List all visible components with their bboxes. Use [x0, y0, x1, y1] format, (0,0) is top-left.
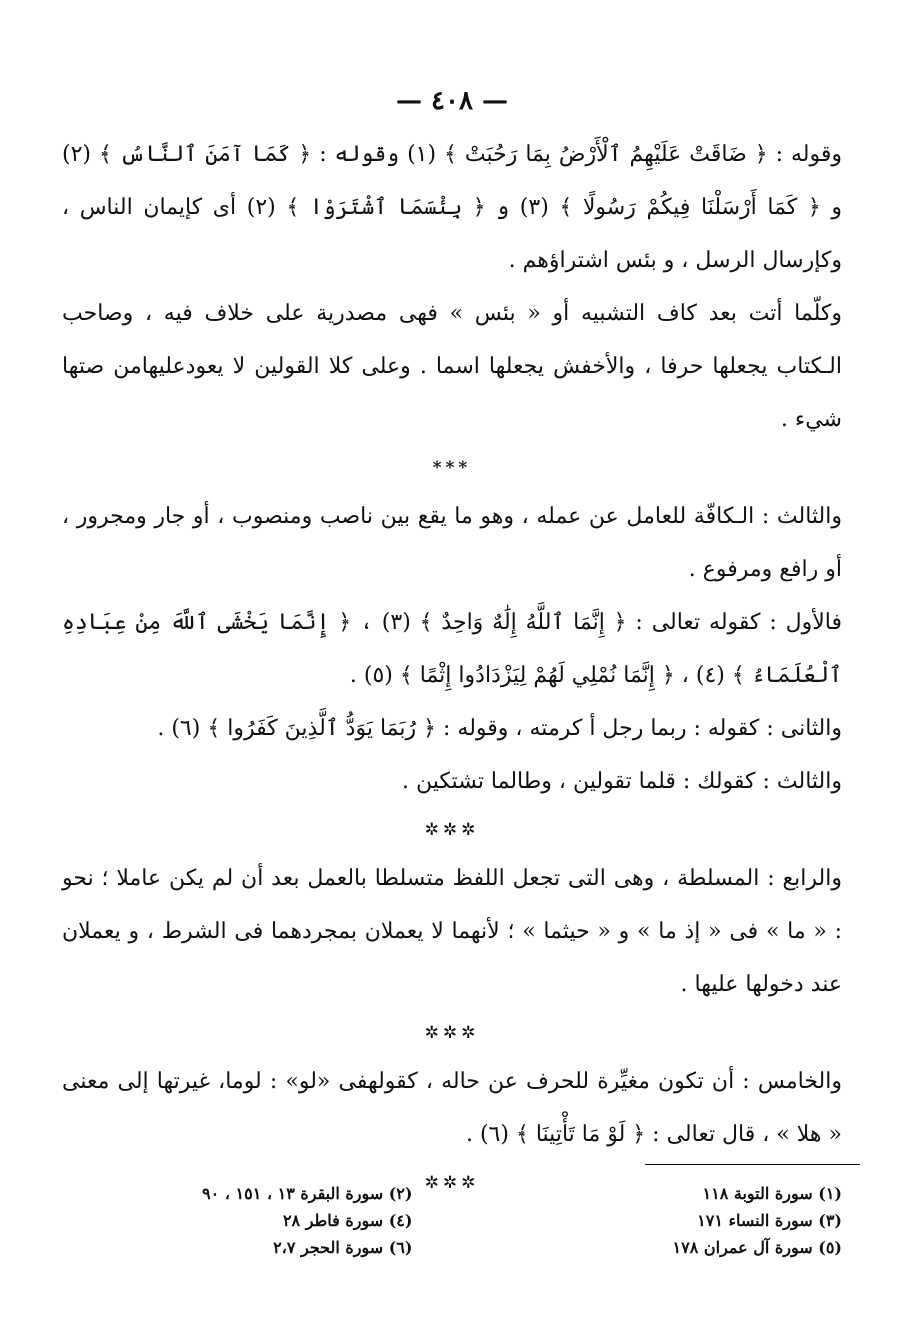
section-separator: ✲✲✲ [424, 1023, 480, 1043]
footnotes-left-column [62, 1180, 412, 1261]
paragraph: والثالث : كقولك : قلما تقولين ، وطالما تشتكين . [402, 769, 842, 794]
main-text [62, 128, 842, 1205]
paragraph: والثانى : كقوله : ربما رجل أ كرمته ، وقوله : ﴿ رُبَمَا يَوَدُّ ٱلَّذِينَ كَفَرُوا ﴾ (٦) . [157, 716, 842, 741]
section-separator: *** [432, 458, 472, 478]
paragraph: والثالث : الـكافّة للعامل عن عمله ، وهو ما يقع بين ناصب ومنصوب ، أو جار ومجرور ، أو رافع ومرفوع . [62, 504, 842, 582]
footnote: (٢) سورة البقرة ١٣ ، ١٥١ ، ٩٠ [202, 1184, 413, 1203]
footnotes-right-column [673, 1180, 842, 1261]
footnote-divider [645, 1164, 860, 1165]
footnotes [62, 1180, 842, 1261]
paragraph: وكلّما أتت بعد كاف التشبيه أو « بئس » فهى مصدرية على خلاف فيه ، وصاحب الـكتاب يجعلها حرفا ، والأخفش يجعلها اسما . وعلى كلا القولين لا يعودعليهامن صتها شيء . [62, 301, 842, 432]
footnote: (٤) سورة فاطر ٢٨ [282, 1211, 413, 1230]
paragraph: والخامس : أن تكون مغيِّرة للحرف عن حاله ، كقولهفى «لو» : لوما، غيرتها إلى معنى « هلا » ، قال تعالى : ﴿ لَوْ مَا تَأْتِينَا ﴾ (٦) . [62, 1069, 842, 1147]
section-separator: ✲✲✲ [424, 1173, 480, 1193]
footnote: (٦) سورة الحجر ٢،٧ [273, 1238, 413, 1257]
footnote: (١) سورة التوبة ١١٨ [702, 1184, 842, 1203]
paragraph: وقوله : ﴿ ضَاقَتْ عَلَيْهِمُ ٱلْأَرْضُ بِمَا رَحُبَتْ ﴾ (١) وقوله : ﴿ كَمَا آمَنَ ٱلنَّاسُ ﴾ (٢) و ﴿ كَمَا أَرْسَلْنَا فِيكُمْ رَسُولًا ﴾ (٣) و ﴿ بِئْسَمَا ٱشْتَرَوْا ﴾ (٢) أى كإيمان الناس ، وكإرسال الرسل ، و بئس اشتراؤهم . [62, 142, 842, 273]
footnote: (٥) سورة آل عمران ١٧٨ [672, 1238, 842, 1257]
footnote: (٣) سورة النساء ١٧١ [697, 1211, 842, 1230]
section-separator: ✲✲✲ [424, 820, 480, 840]
paragraph: والرابع : المسلطة ، وهى التى تجعل اللفظ متسلطا بالعمل بعد أن لم يكن عاملا ؛ نحو : « ما » فى « إذ ما » و « حيثما » ؛ لأنهما لا يعملان بمجردهما فى الشرط ، و يعملان عند دخولها عليها . [62, 866, 842, 997]
paragraph: فالأول : كقوله تعالى : ﴿ إِنَّمَا ٱللَّهُ إِلَٰهٌ وَاحِدٌ ﴾ (٣) ، ﴿ إِنَّمَا يَخْشَى ٱللَّهَ مِنْ عِبَادِهِ ٱلْعُلَمَاءُ ﴾ (٤) ، ﴿ إِنَّمَا نُمْلِي لَهُمْ لِيَزْدَادُوا إِثْمًا ﴾ (٥) . [62, 610, 842, 688]
page-number: — ٤٠٨ — [395, 86, 509, 116]
